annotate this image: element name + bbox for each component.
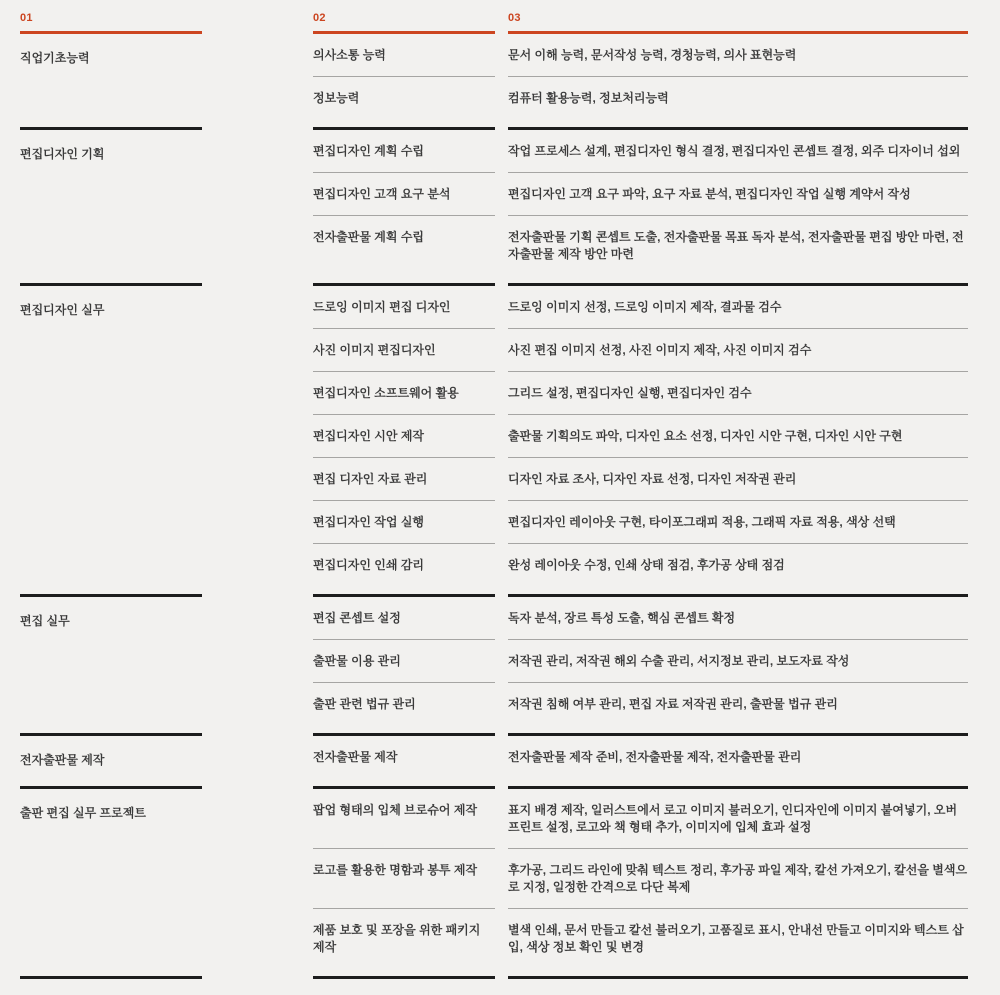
table-row	[313, 76, 968, 127]
category-title: 출판 편집 실무 프로젝트	[20, 806, 146, 820]
category-title: 전자출판물 제작	[20, 753, 105, 767]
section-rows	[313, 283, 968, 594]
table-row	[313, 639, 968, 682]
details-cell: 드로잉 이미지 선정, 드로잉 이미지 제작, 결과물 검수	[508, 283, 968, 328]
category-cell	[20, 786, 202, 976]
section-group	[20, 733, 968, 786]
details-cell: 그리드 설정, 편집디자인 실행, 편집디자인 검수	[508, 371, 968, 414]
unit-cell: 편집디자인 소프트웨어 활용	[313, 371, 495, 414]
section-group	[20, 127, 968, 283]
table-row	[313, 786, 968, 848]
details-cell: 저작권 관리, 저작권 해외 수출 관리, 서지정보 관리, 보도자료 작성	[508, 639, 968, 682]
details-cell: 독자 분석, 장르 특성 도출, 핵심 콘셉트 확정	[508, 594, 968, 639]
table-row	[313, 500, 968, 543]
unit-cell: 편집디자인 작업 실행	[313, 500, 495, 543]
section-rows	[313, 786, 968, 976]
table-row	[313, 283, 968, 328]
section-rows	[313, 733, 968, 786]
table-row	[313, 543, 968, 594]
details-cell: 작업 프로세스 설계, 편집디자인 형식 결정, 편집디자인 콘셉트 결정, 외주 디자이너 섭외	[508, 127, 968, 172]
unit-cell: 사진 이미지 편집디자인	[313, 328, 495, 371]
category-title: 편집디자인 기획	[20, 147, 105, 161]
column-header-03: 03	[508, 12, 968, 34]
table-row	[313, 127, 968, 172]
details-cell: 별색 인쇄, 문서 만들고 칼선 불러오기, 고품질로 표시, 안내선 만들고 이미지와 텍스트 삽입, 색상 정보 확인 및 변경	[508, 908, 968, 976]
table-row	[313, 594, 968, 639]
unit-cell: 전자출판물 계획 수립	[313, 215, 495, 283]
category-cell	[20, 733, 202, 786]
table-row	[313, 848, 968, 908]
unit-cell: 편집 디자인 자료 관리	[313, 457, 495, 500]
unit-cell: 팝업 형태의 입체 브로슈어 제작	[313, 786, 495, 848]
section-rows	[313, 127, 968, 283]
table-row	[313, 908, 968, 976]
category-cell	[20, 594, 202, 733]
unit-cell: 편집디자인 계획 수립	[313, 127, 495, 172]
section-group	[20, 283, 968, 594]
category-cell	[20, 283, 202, 594]
table-row	[313, 34, 968, 76]
details-cell: 완성 레이아웃 수정, 인쇄 상태 점검, 후가공 상태 점검	[508, 543, 968, 594]
category-cell	[20, 127, 202, 283]
section-rows	[313, 34, 968, 127]
table-row	[313, 172, 968, 215]
details-cell: 컴퓨터 활용능력, 정보처리능력	[508, 76, 968, 127]
section-group	[20, 594, 968, 733]
unit-cell: 제품 보호 및 포장을 위한 패키지 제작	[313, 908, 495, 976]
details-cell: 디자인 자료 조사, 디자인 자료 선정, 디자인 저작권 관리	[508, 457, 968, 500]
table-row	[313, 457, 968, 500]
table-row	[313, 682, 968, 733]
unit-cell: 전자출판물 제작	[313, 733, 495, 786]
unit-cell: 편집디자인 고객 요구 분석	[313, 172, 495, 215]
unit-cell: 출판 관련 법규 관리	[313, 682, 495, 733]
unit-cell: 편집디자인 인쇄 감리	[313, 543, 495, 594]
details-cell: 출판물 기획의도 파악, 디자인 요소 선정, 디자인 시안 구현, 디자인 시안 구현	[508, 414, 968, 457]
unit-cell: 로고를 활용한 명함과 봉투 제작	[313, 848, 495, 908]
details-cell: 전자출판물 제작 준비, 전자출판물 제작, 전자출판물 관리	[508, 733, 968, 786]
category-cell	[20, 34, 202, 127]
section-group	[20, 786, 968, 976]
column-header-02: 02	[313, 12, 495, 34]
section-groups	[20, 34, 968, 976]
column-header-01: 01	[20, 12, 202, 34]
table-row	[313, 414, 968, 457]
details-cell: 사진 편집 이미지 선정, 사진 이미지 제작, 사진 이미지 검수	[508, 328, 968, 371]
unit-cell: 편집디자인 시안 제작	[313, 414, 495, 457]
details-cell: 편집디자인 레이아웃 구현, 타이포그래피 적용, 그래픽 자료 적용, 색상 선택	[508, 500, 968, 543]
table-row	[313, 215, 968, 283]
table-row	[313, 328, 968, 371]
category-title: 편집디자인 실무	[20, 303, 105, 317]
unit-cell: 편집 콘셉트 설정	[313, 594, 495, 639]
table-row	[313, 733, 968, 786]
details-cell: 편집디자인 고객 요구 파악, 요구 자료 분석, 편집디자인 작업 실행 계약서 작성	[508, 172, 968, 215]
unit-cell: 출판물 이용 관리	[313, 639, 495, 682]
details-cell: 표지 배경 제작, 일러스트에서 로고 이미지 불러오기, 인디자인에 이미지 붙여넣기, 오버프린트 설정, 로고와 책 형태 추가, 이미지에 입체 효과 설정	[508, 786, 968, 848]
unit-cell: 정보능력	[313, 76, 495, 127]
unit-cell: 드로잉 이미지 편집 디자인	[313, 283, 495, 328]
table-row	[313, 371, 968, 414]
details-cell: 전자출판물 기획 콘셉트 도출, 전자출판물 목표 독자 분석, 전자출판물 편집 방안 마련, 전자출판물 제작 방안 마련	[508, 215, 968, 283]
category-title: 직업기초능력	[20, 51, 90, 65]
section-rows	[313, 594, 968, 733]
details-cell: 저작권 침해 여부 관리, 편집 자료 저작권 관리, 출판물 법규 관리	[508, 682, 968, 733]
column-header-row	[20, 12, 968, 34]
section-group	[20, 34, 968, 127]
category-title: 편집 실무	[20, 614, 70, 628]
details-cell: 문서 이해 능력, 문서작성 능력, 경청능력, 의사 표현능력	[508, 48, 797, 62]
unit-cell: 의사소통 능력	[313, 48, 386, 62]
details-cell: 후가공, 그리드 라인에 맞춰 텍스트 정리, 후가공 파일 제작, 칼선 가져오기, 칼선을 별색으로 지정, 일정한 간격으로 다단 복제	[508, 848, 968, 908]
